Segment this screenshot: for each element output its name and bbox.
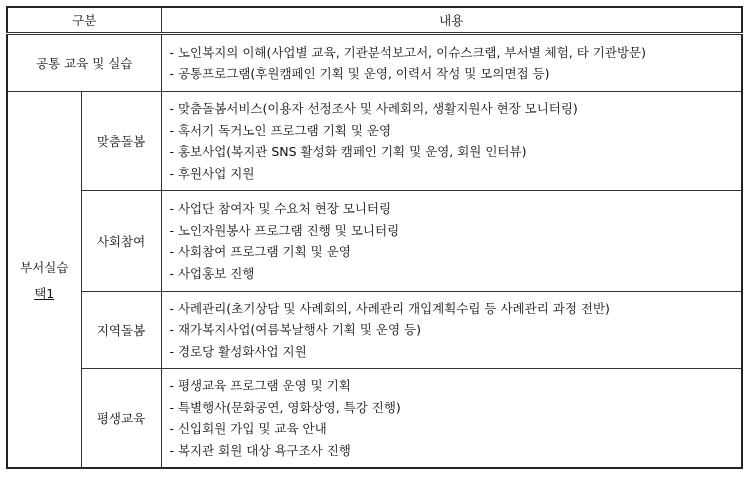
dept-label-line1: 부서실습 xyxy=(20,259,69,275)
section-items xyxy=(161,369,742,469)
section-items xyxy=(161,292,742,369)
dept-row-3 xyxy=(7,369,742,469)
list-item: - 신입회원 가입 및 교육 안내 xyxy=(170,418,734,440)
common-row xyxy=(7,34,742,92)
section-name: 지역돌봄 xyxy=(81,292,161,369)
header-content: 내용 xyxy=(161,7,742,34)
dept-row-0 xyxy=(7,92,742,191)
section-items xyxy=(161,92,742,191)
list-item: - 맞춤돌봄서비스(이용자 선정조사 및 사례회의, 생활지원사 현장 모니터링) xyxy=(170,98,734,120)
dept-label-line2: 택1 xyxy=(34,285,55,301)
section-name: 평생교육 xyxy=(81,369,161,469)
section-name: 사회참여 xyxy=(81,191,161,292)
section-items xyxy=(161,191,742,292)
header-row xyxy=(7,7,742,34)
section-name: 맞춤돌봄 xyxy=(81,92,161,191)
list-item: - 사업홍보 진행 xyxy=(170,263,734,285)
list-item: - 특별행사(문화공연, 영화상영, 특강 진행) xyxy=(170,397,734,419)
list-item: - 공통프로그램(후원캠페인 기획 및 운영, 이력서 작성 및 모의면접 등) xyxy=(170,63,734,85)
program-table-container xyxy=(6,6,743,469)
dept-label xyxy=(7,92,81,469)
common-label: 공통 교육 및 실습 xyxy=(7,34,161,92)
list-item: - 사회참여 프로그램 기획 및 운영 xyxy=(170,241,734,263)
list-item: - 복지관 회원 대상 욕구조사 진행 xyxy=(170,440,734,462)
list-item: - 재가복지사업(여름복날행사 기획 및 운영 등) xyxy=(170,319,734,341)
common-items xyxy=(161,34,742,92)
list-item: - 경로당 활성화사업 지원 xyxy=(170,341,734,363)
list-item: - 혹서기 독거노인 프로그램 기획 및 운영 xyxy=(170,120,734,142)
list-item: - 홍보사업(복지관 SNS 활성화 캠페인 기획 및 운영, 회원 인터뷰) xyxy=(170,141,734,163)
list-item: - 후원사업 지원 xyxy=(170,163,734,185)
list-item: - 평생교육 프로그램 운영 및 기획 xyxy=(170,375,734,397)
header-category: 구분 xyxy=(7,7,161,34)
list-item: - 사업단 참여자 및 수요처 현장 모니터링 xyxy=(170,198,734,220)
program-table xyxy=(6,6,743,469)
list-item: - 사례관리(초기상담 및 사례회의, 사례관리 개입계획수립 등 사례관리 과정 전반) xyxy=(170,298,734,320)
dept-row-1 xyxy=(7,191,742,292)
list-item: - 노인자원봉사 프로그램 진행 및 모니터링 xyxy=(170,220,734,242)
dept-row-2 xyxy=(7,292,742,369)
list-item: - 노인복지의 이해(사업별 교육, 기관분석보고서, 이슈스크랩, 부서별 체험, 타 기관방문) xyxy=(170,42,734,64)
